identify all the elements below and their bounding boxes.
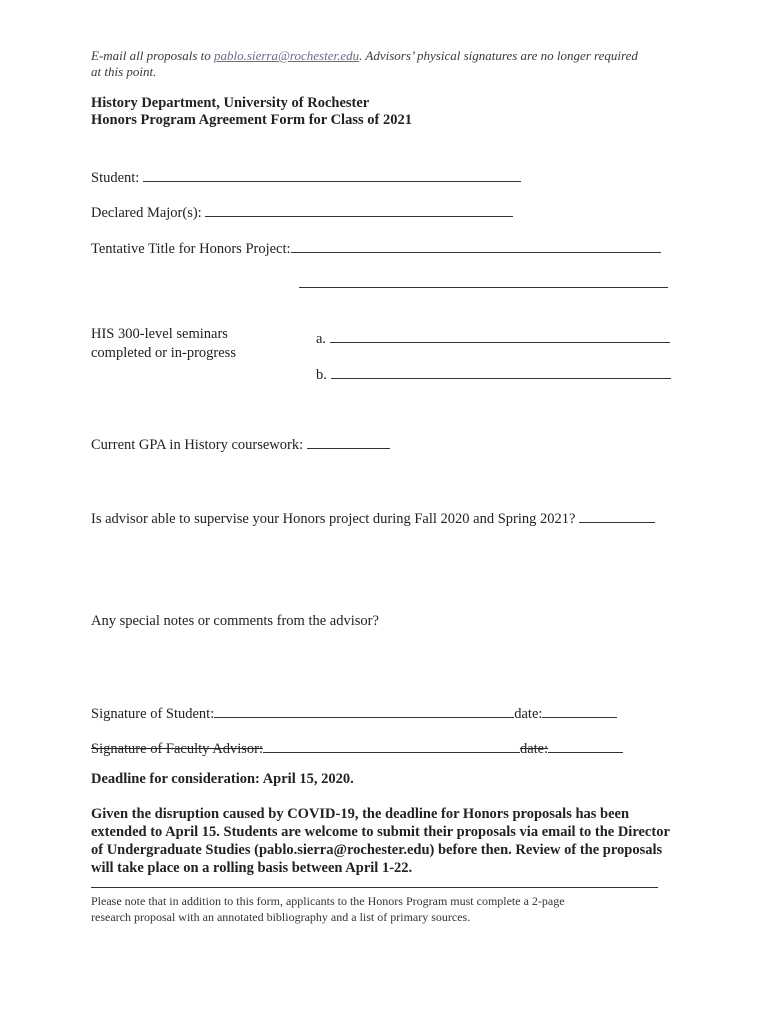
- faculty-signature-field: [91, 737, 623, 758]
- student-signature-line[interactable]: [214, 702, 514, 718]
- department-title: History Department, University of Rochester: [91, 95, 370, 111]
- email-link[interactable]: pablo.sierra@rochester.edu: [214, 48, 360, 63]
- notice-line2: at this point.: [91, 64, 157, 79]
- faculty-signature-label: Signature of Faculty Advisor:: [91, 741, 263, 757]
- gpa-input-line[interactable]: [307, 433, 390, 449]
- email-notice: [91, 48, 638, 64]
- notice-prefix: E-mail all proposals to: [91, 48, 215, 63]
- student-input-line[interactable]: [143, 166, 521, 182]
- student-date-label: date:: [514, 706, 543, 722]
- gpa-label: Current GPA in History coursework:: [91, 437, 304, 453]
- notice-suffix: . Advisors’ physical signatures are no longer required: [359, 48, 638, 63]
- advisor-question-label: Is advisor able to supervise your Honors project during Fall 2020 and Spring 2021?: [91, 511, 576, 527]
- seminar-a-field: [316, 327, 670, 348]
- faculty-signature-line: [263, 737, 520, 753]
- covid-notice-paragraph: Given the disruption caused by COVID-19, the deadline for Honors proposals has been extended to April 15. Students are welcome to submit their proposals via email to the Director of Undergraduate Studies (pablo.sierra@rochester.edu) before then. Review of the proposals will take place on a rolling basis between April 1-22.: [91, 806, 670, 876]
- faculty-date-label: date:: [519, 741, 549, 757]
- advisor-answer-line[interactable]: [579, 507, 655, 523]
- title-field: [91, 237, 661, 258]
- title-input-line[interactable]: [291, 237, 661, 253]
- student-field: [91, 166, 521, 187]
- advisor-notes-label: Any special notes or comments from the advisor?: [91, 613, 379, 629]
- deadline-text: Deadline for consideration: April 15, 2020.: [91, 771, 354, 787]
- gpa-field: [91, 433, 390, 454]
- footer-note-line2: research proposal with an annotated bibliography and a list of primary sources.: [91, 910, 471, 924]
- seminars-label-line1: HIS 300-level seminars: [91, 326, 228, 342]
- advisor-question-field: [91, 507, 655, 528]
- seminars-label-line2: completed or in-progress: [91, 345, 236, 361]
- divider: [91, 887, 658, 888]
- seminar-a-input-line[interactable]: [330, 327, 670, 343]
- student-date-line[interactable]: [542, 702, 617, 718]
- seminar-b-input-line[interactable]: [331, 363, 671, 379]
- major-label: Declared Major(s):: [91, 205, 202, 221]
- seminar-b-label: b.: [316, 367, 327, 383]
- major-input-line[interactable]: [205, 201, 513, 217]
- footer-note-line1: Please note that in addition to this form, applicants to the Honors Program must complete a 2-page: [91, 894, 565, 908]
- major-field: [91, 201, 513, 222]
- seminar-a-label: a.: [316, 331, 327, 347]
- student-label: Student:: [91, 170, 140, 186]
- faculty-date-line: [548, 737, 623, 753]
- student-signature-field: [91, 702, 617, 723]
- form-title: Honors Program Agreement Form for Class of 2021: [91, 112, 412, 128]
- title-label: Tentative Title for Honors Project:: [91, 241, 291, 257]
- title-input-line-2[interactable]: [299, 287, 668, 288]
- student-signature-label: Signature of Student:: [91, 706, 215, 722]
- seminar-b-field: [316, 363, 671, 384]
